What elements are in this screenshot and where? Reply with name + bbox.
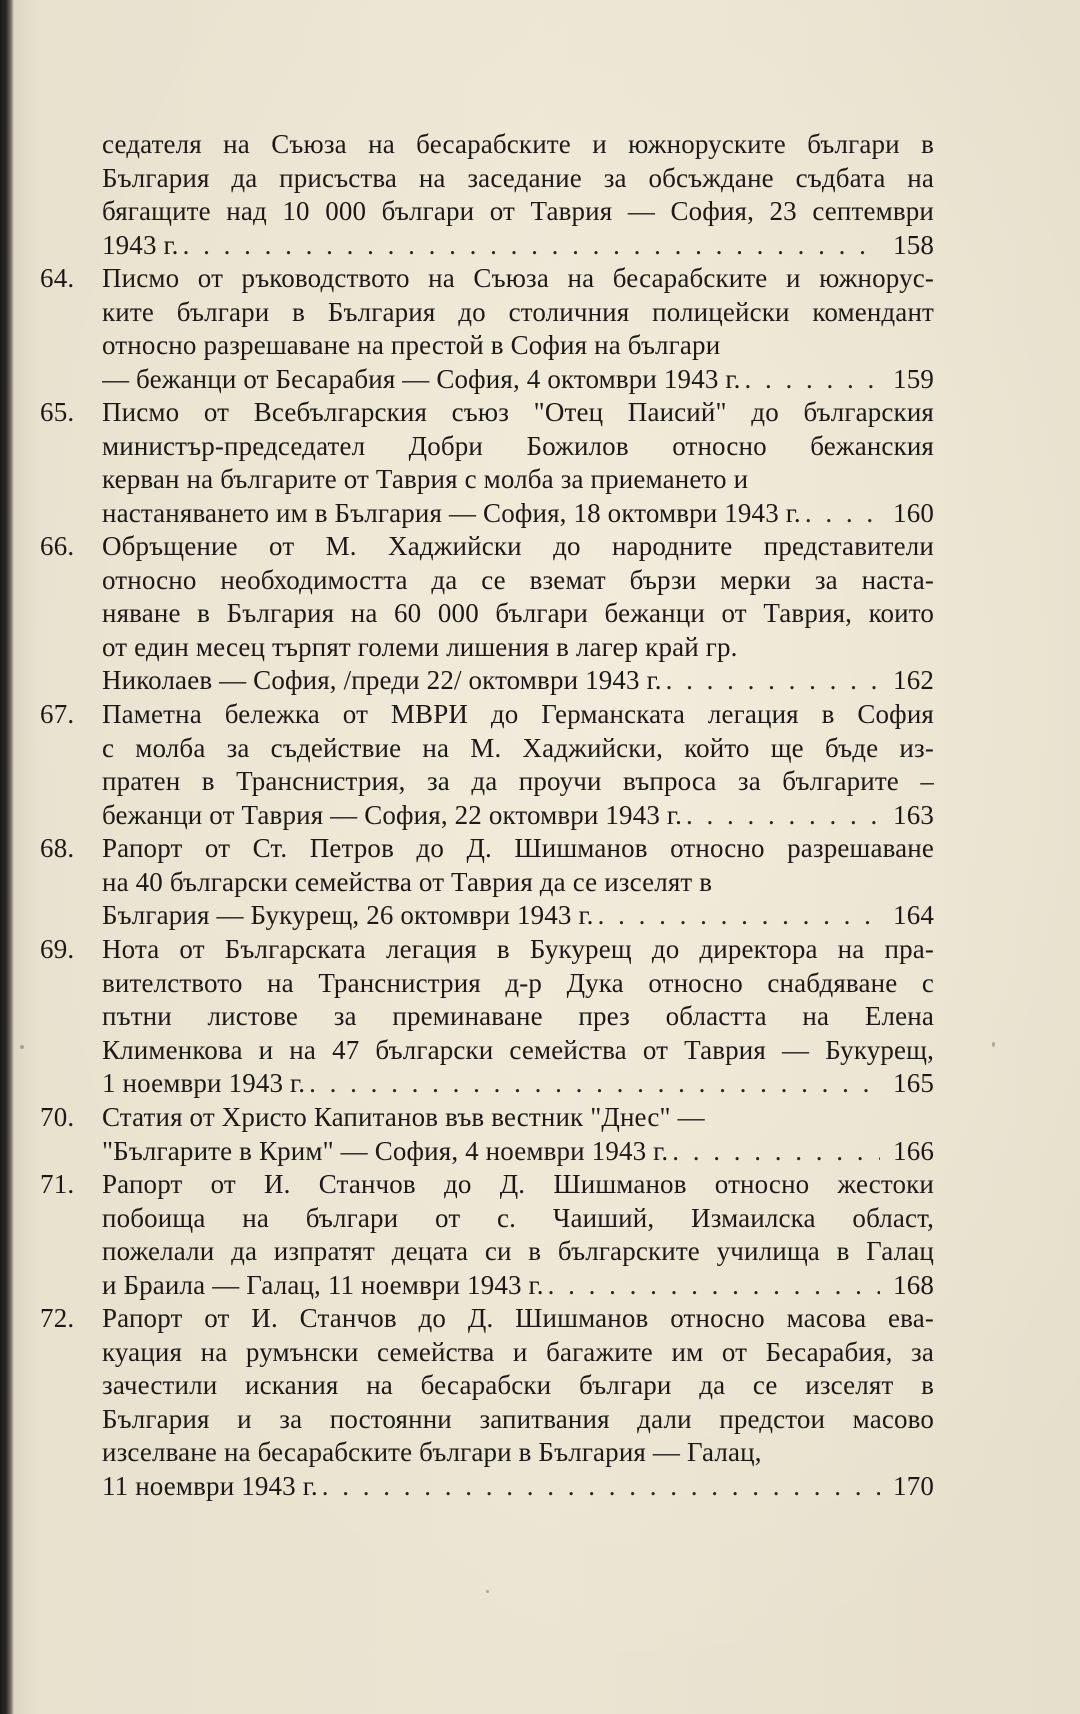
entry-line: пратен в Транснистрия, за да проучи въпроса за българите – — [102, 766, 934, 796]
entry-line: вителството на Транснистрия д-р Дука относно снабдяване с — [102, 967, 934, 998]
dot-leader — [183, 229, 880, 263]
entry-line: побоища на българи от с. Чаиший, Измаилска област, — [102, 1202, 934, 1233]
entry-line: относно разрешаване на престой в София на българи — [102, 330, 721, 360]
dot-leader — [322, 1470, 880, 1504]
entry-number: 64. — [40, 263, 75, 293]
entry-description — [102, 1101, 934, 1168]
entry-line: куация на румънски семейства и багажите им от Бесарабия, за — [102, 1336, 934, 1367]
entry-line: с молба за съдействие на М. Хаджийски, който ще бъде из- — [102, 732, 934, 763]
entry-last-text: и Браила — Галац, 11 ноември 1943 г. — [102, 1269, 544, 1300]
entry-last-line — [102, 664, 934, 698]
entry-last-line — [102, 363, 934, 397]
paper-speck — [992, 1042, 995, 1047]
page-number: 158 — [893, 229, 934, 260]
dot-leader — [744, 363, 880, 397]
entry-last-line — [102, 229, 934, 263]
entry-number: 66. — [40, 531, 75, 561]
entry-line: няване в България на 60 000 българи бежанци от Таврия, които — [102, 598, 934, 628]
entry-description — [102, 1168, 934, 1302]
entry-description — [102, 530, 934, 698]
page-number: 166 — [893, 1135, 934, 1166]
entry-last-text: 11 ноември 1943 г. — [102, 1470, 318, 1501]
dot-leader — [686, 799, 880, 833]
entry-description — [102, 832, 934, 933]
entry-last-text: настаняването им в България — София, 18 октомври 1943 г. — [102, 497, 801, 528]
entry-line: керван на българите от Таврия с молба за приемането и — [102, 464, 749, 494]
entry-last-text: бежанци от Таврия — София, 22 октомври 1943 г. — [102, 799, 682, 830]
page-number: 160 — [893, 497, 934, 528]
entry-number: 70. — [40, 1102, 75, 1132]
entry-line: изселване на бесарабските българи в България — Галац, — [102, 1437, 762, 1467]
entry-line: Рапорт от Ст. Петров до Д. Шишманов относно разрешаване — [102, 833, 934, 863]
page-number: 159 — [893, 363, 934, 394]
book-binding-edge — [0, 0, 14, 1714]
entry-line: ките българи в България до столичния полицейски комендант — [102, 296, 934, 327]
entry-line: бягащите над 10 000 българи от Таврия — София, 23 септември — [102, 196, 934, 226]
entry-line: Статия от Христо Капитанов във вестник "Днес" — — [102, 1102, 705, 1132]
entry-last-line — [102, 1135, 934, 1169]
entry-last-line — [102, 1470, 934, 1504]
dot-leader — [548, 1269, 880, 1303]
entry-last-text: "Българите в Крим" — София, 4 ноември 1943 г. — [102, 1135, 669, 1166]
entry-line: България и за постоянни запитвания дали предстои масово — [102, 1403, 934, 1434]
entry-last-line — [102, 899, 934, 933]
paper-speck — [486, 1590, 489, 1593]
entry-number: 65. — [40, 397, 75, 427]
entry-last-line — [102, 799, 934, 833]
dot-leader — [805, 497, 880, 531]
entry-line: Писмо от Всебългарския съюз "Отец Паисий" до българския — [102, 397, 934, 427]
entry-last-text: — бежанци от Бесарабия — София, 4 октомври 1943 г. — [102, 363, 741, 394]
page-number: 163 — [893, 799, 934, 830]
page-number: 165 — [893, 1068, 934, 1098]
entry-line: Рапорт от И. Станчов до Д. Шишманов относно жестоки — [102, 1169, 934, 1199]
entry-line: пътни листове за преминаване през областта на Елена — [102, 1001, 934, 1031]
page-number: 162 — [893, 665, 934, 695]
page-number: 168 — [893, 1269, 934, 1300]
dot-leader — [598, 899, 880, 933]
entry-line: Клименкова и на 47 български семейства от Таврия — Букурещ, — [102, 1034, 934, 1065]
entry-last-text: България — Букурещ, 26 октомври 1943 г. — [102, 900, 594, 930]
entry-number: 67. — [40, 699, 75, 729]
entry-line: относно необходимостта да се вземат бързи мерки за наста- — [102, 564, 934, 595]
entry-description — [102, 128, 934, 262]
entry-line: зачестили искания на бесарабски българи да се изселят в — [102, 1370, 934, 1400]
dot-leader — [666, 664, 880, 698]
entry-number: 71. — [40, 1169, 75, 1199]
entry-description — [102, 262, 934, 396]
entry-description — [102, 396, 934, 530]
entry-line: министър-председател Добри Божилов относно бежанския — [102, 430, 934, 461]
page-number: 170 — [893, 1470, 934, 1501]
paper-speck — [20, 1045, 24, 1049]
entry-description — [102, 933, 934, 1101]
entry-last-line — [102, 1269, 934, 1303]
entry-line: Нота от Българската легация в Букурещ до директора на пра- — [102, 934, 934, 964]
entry-description — [102, 1302, 934, 1503]
entry-line: Рапорт от И. Станчов до Д. Шишманов относно масова ева- — [102, 1303, 934, 1333]
entry-line: от един месец търпят големи лишения в лагер край гр. — [102, 631, 738, 662]
entry-number: 69. — [40, 934, 75, 964]
dot-leader — [309, 1067, 880, 1101]
entry-last-line — [102, 497, 934, 531]
entry-line: Обръщение от М. Хаджийски до народните представители — [102, 531, 934, 561]
entry-number: 72. — [40, 1303, 75, 1333]
entry-last-text: 1943 г. — [102, 229, 179, 260]
entry-last-text: Николаев — София, /преди 22/ октомври 1943 г. — [102, 665, 662, 695]
entry-line: пожелали да изпратят децата си в българските училища в Галац — [102, 1236, 934, 1266]
entry-number: 68. — [40, 833, 75, 863]
entry-last-text: 1 ноември 1943 г. — [102, 1068, 306, 1098]
entry-line: седателя на Съюза на бесарабските и южноруските българи в — [102, 129, 934, 159]
entry-line: България да присъства на заседание за обсъждане съдбата на — [102, 162, 934, 193]
page-number: 164 — [893, 900, 934, 930]
entry-line: Паметна бележка от МВРИ до Германската легация в София — [102, 699, 934, 729]
entry-line: Писмо от ръководството на Съюза на бесарабските и южнорус- — [102, 263, 934, 293]
entry-line: на 40 български семейства от Таврия да се изселят в — [102, 866, 713, 897]
entry-description — [102, 698, 934, 832]
entry-last-line — [102, 1067, 934, 1101]
dot-leader — [672, 1135, 880, 1169]
